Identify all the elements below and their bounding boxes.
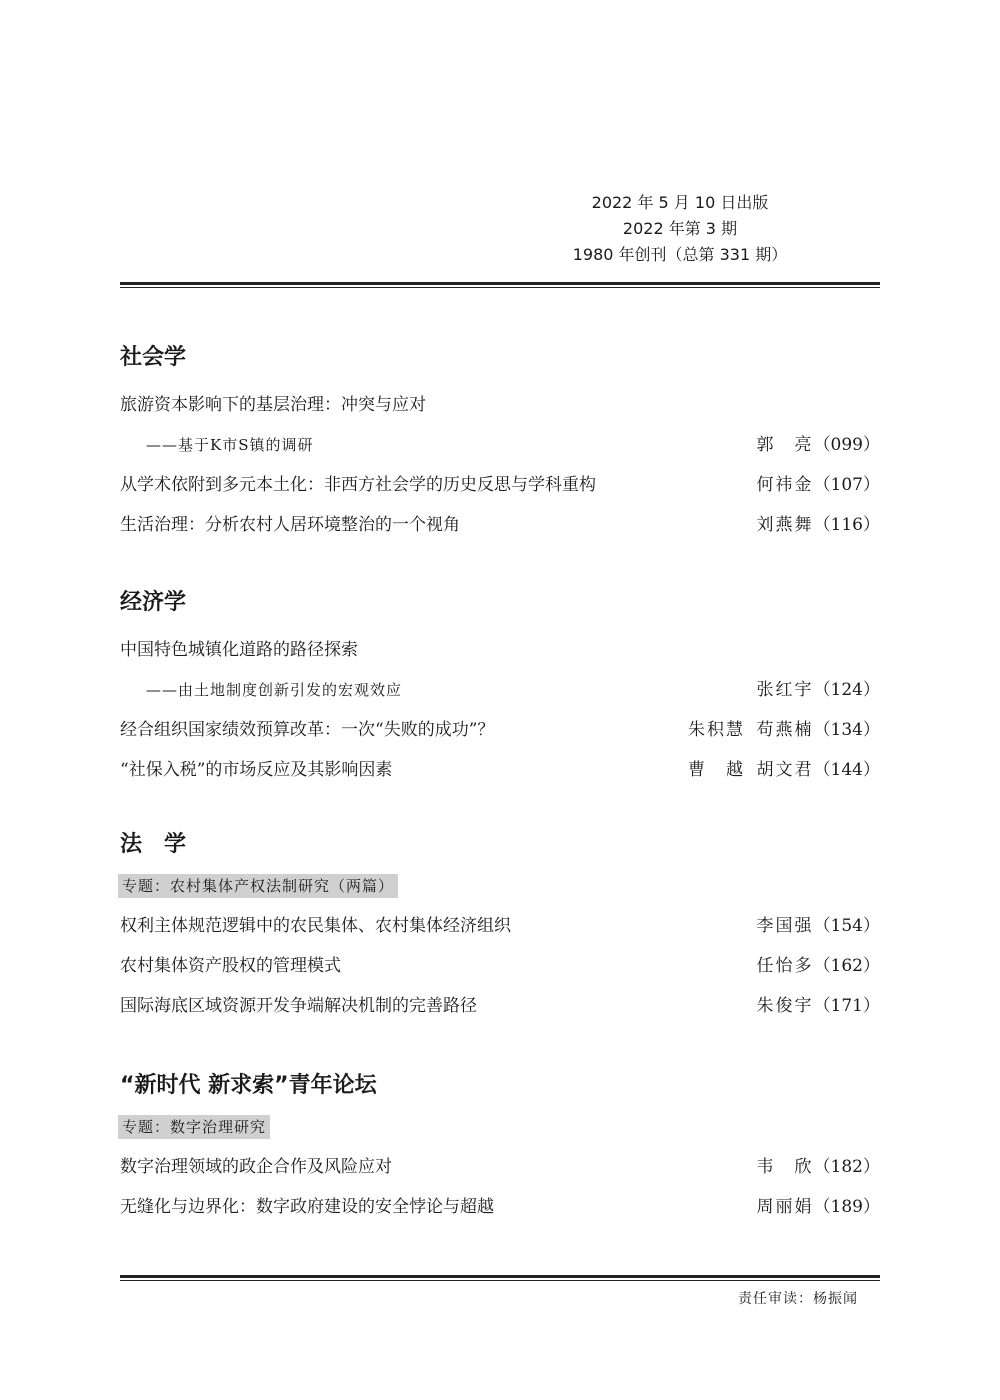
article-page: （162） — [813, 956, 880, 976]
article-title: 国际海底区域资源开发争端解决机制的完善路径 — [120, 996, 477, 1016]
topic-label: 专题：农村集体产权法制研究（两篇） — [118, 874, 398, 898]
toc-entry[interactable] — [120, 1147, 880, 1187]
toc-entry[interactable] — [120, 505, 880, 545]
article-title: 农村集体资产股权的管理模式 — [120, 956, 341, 976]
toc-entry[interactable] — [120, 385, 880, 425]
article-page: （099） — [813, 435, 880, 455]
article-title: 经合组织国家绩效预算改革：一次“失败的成功”？ — [120, 720, 495, 740]
bottom-divider — [120, 1275, 880, 1281]
article-page: （116） — [813, 515, 880, 535]
article-coauthor: 曹 越 — [688, 760, 745, 780]
article-title: 数字治理领域的政企合作及风险应对 — [120, 1157, 392, 1177]
toc-entry[interactable] — [120, 906, 880, 946]
article-author: 周丽娟 — [756, 1197, 814, 1217]
section-title: 社会学 — [120, 345, 187, 370]
toc-entry[interactable] — [120, 946, 880, 986]
article-title: “社保入税”的市场反应及其影响因素 — [120, 760, 393, 780]
article-author: 朱俊宇 — [756, 996, 814, 1016]
section-youth-forum — [120, 1071, 880, 1227]
article-author: 刘燕舞 — [756, 515, 814, 535]
founded-info: 1980 年创刊（总第 331 期） — [572, 245, 788, 264]
article-subtitle: ——基于K市S镇的调研 — [146, 436, 314, 454]
article-author: 李国强 — [756, 916, 814, 936]
article-author: 何祎金 — [756, 475, 814, 495]
section-title: 法 学 — [120, 832, 187, 857]
article-author: 韦 欣 — [756, 1157, 814, 1177]
toc-entry-subtitle[interactable] — [120, 670, 880, 710]
article-page: （124） — [813, 680, 880, 700]
article-title: 从学术依附到多元本土化：非西方社会学的历史反思与学科重构 — [120, 475, 596, 495]
article-page: （154） — [813, 916, 880, 936]
toc-entry[interactable] — [120, 986, 880, 1026]
article-title: 无缝化与边界化：数字政府建设的安全悖论与超越 — [120, 1197, 494, 1217]
article-title: 中国特色城镇化道路的路径探索 — [120, 640, 358, 660]
reviewer-credit: 责任审读：杨振闻 — [738, 1291, 858, 1307]
toc-entry-subtitle[interactable] — [120, 425, 880, 465]
article-page: （182） — [813, 1157, 880, 1177]
article-title: 旅游资本影响下的基层治理：冲突与应对 — [120, 395, 426, 415]
toc-entry[interactable] — [120, 750, 880, 790]
toc-entry[interactable] — [120, 1187, 880, 1227]
article-page: （144） — [813, 760, 880, 780]
article-page: （134） — [813, 720, 880, 740]
toc-entry[interactable] — [120, 630, 880, 670]
section-title: 经济学 — [120, 590, 187, 615]
article-page: （189） — [813, 1197, 880, 1217]
publication-date: 2022 年 5 月 10 日出版 — [591, 193, 769, 212]
issue-number: 2022 年第 3 期 — [622, 219, 738, 238]
article-subtitle: ——由土地制度创新引发的宏观效应 — [146, 681, 403, 699]
article-coauthor: 朱积慧 — [688, 720, 745, 740]
article-author: 苟燕楠 — [756, 720, 814, 740]
section-title: “新时代 新求索”青年论坛 — [120, 1073, 377, 1098]
topic-label: 专题：数字治理研究 — [118, 1115, 270, 1139]
section-sociology — [120, 343, 880, 545]
section-economics — [120, 588, 880, 790]
article-author: 胡文君 — [756, 760, 814, 780]
toc-entry[interactable] — [120, 710, 880, 750]
article-author: 张红宇 — [756, 680, 814, 700]
article-page: （171） — [813, 996, 880, 1016]
article-author: 郭 亮 — [756, 435, 814, 455]
article-page: （107） — [813, 475, 880, 495]
top-divider — [120, 282, 880, 288]
article-title: 权利主体规范逻辑中的农民集体、农村集体经济组织 — [120, 916, 511, 936]
toc-entry[interactable] — [120, 465, 880, 505]
publication-info — [500, 190, 860, 268]
article-author: 任怡多 — [756, 956, 814, 976]
section-law — [120, 830, 880, 1026]
article-title: 生活治理：分析农村人居环境整治的一个视角 — [120, 515, 460, 535]
